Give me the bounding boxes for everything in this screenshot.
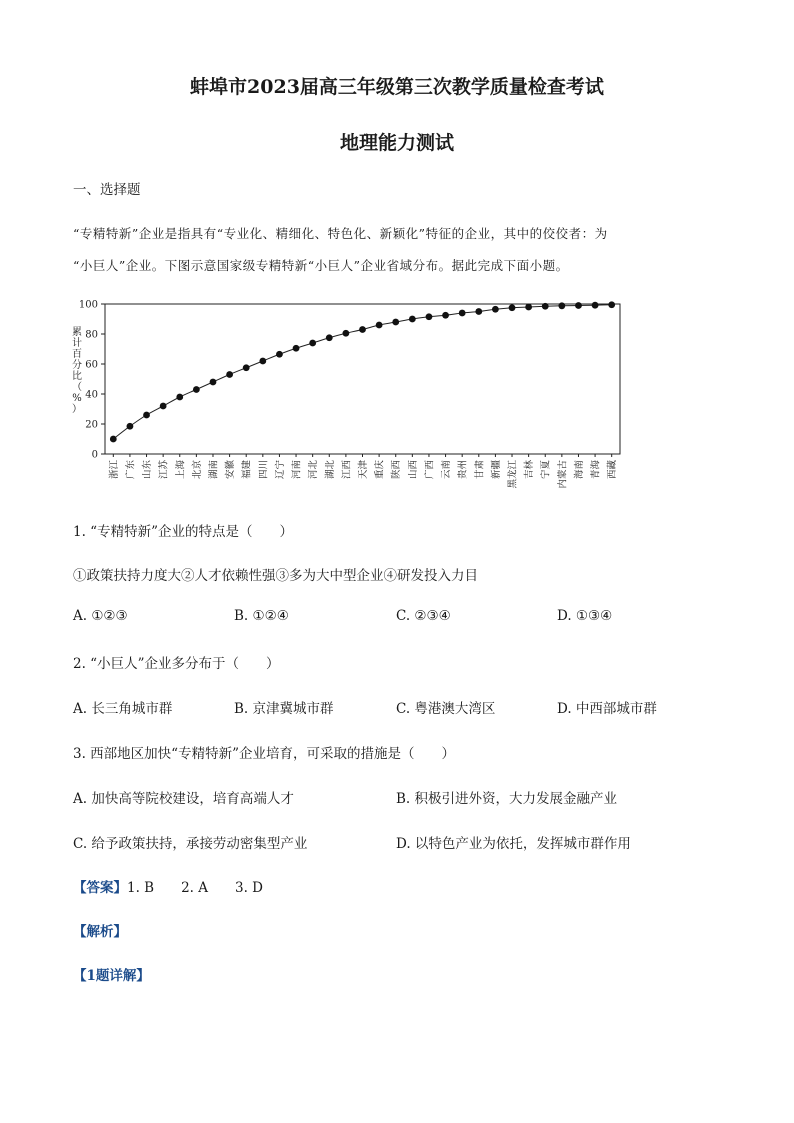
q1-option-b[interactable]: B. ①②④ — [234, 608, 289, 624]
data-point — [342, 330, 349, 337]
x-tick-label: 重庆 — [374, 460, 386, 480]
data-point — [276, 351, 283, 358]
y-axis-label-char: （ — [72, 382, 82, 393]
data-point — [226, 371, 233, 378]
x-tick-label: 甘肃 — [474, 460, 486, 480]
x-tick-label: 上海 — [175, 460, 187, 480]
x-tick-label: 江西 — [341, 460, 353, 480]
q1-option-d[interactable]: D. ①③④ — [557, 608, 613, 624]
y-axis-label-char: ） — [72, 404, 82, 415]
x-tick-label: 宁夏 — [540, 460, 552, 480]
q2-option-a[interactable]: A. 长三角城市群 — [73, 701, 173, 717]
y-tick-label: 100 — [78, 299, 98, 311]
y-tick-label: 20 — [85, 419, 98, 431]
answer-text: 1. B 2. A 3. D — [127, 880, 264, 896]
x-tick-label: 陕西 — [391, 460, 403, 480]
data-point — [558, 302, 565, 309]
x-tick-label: 辽宁 — [274, 460, 286, 480]
question-1-stem: 1. “专精特新”企业的特点是（ ） — [73, 524, 293, 540]
intro-line-2: “小巨人”企业。下图示意国家级专精特新“小巨人”企业省域分布。据此完成下面小题。 — [73, 258, 569, 273]
x-tick-label: 天津 — [358, 460, 369, 480]
y-tick-label: 40 — [85, 389, 98, 401]
data-point — [542, 303, 549, 310]
q3-option-a[interactable]: A. 加快高等院校建设，培育高端人才 — [73, 791, 294, 807]
page-subtitle: 地理能力测试 — [339, 132, 454, 154]
x-tick-label: 新疆 — [490, 460, 502, 480]
question-2-stem: 2. “小巨人”企业多分布于（ ） — [73, 656, 280, 672]
data-point — [326, 334, 333, 341]
x-tick-label: 浙江 — [108, 460, 120, 480]
question-3-stem: 3. 西部地区加快“专精特新”企业培育，可采取的措施是（ ） — [73, 746, 455, 762]
x-tick-label: 山西 — [407, 460, 419, 480]
data-point — [293, 345, 300, 352]
x-tick-label: 江苏 — [158, 460, 170, 480]
data-point — [359, 326, 366, 333]
x-tick-label: 青海 — [590, 460, 602, 480]
y-tick-label: 0 — [91, 449, 98, 461]
x-tick-label: 山东 — [142, 460, 154, 480]
data-point — [426, 313, 433, 320]
data-point — [409, 316, 416, 323]
y-axis-label-char: 计 — [72, 338, 82, 349]
data-point — [376, 322, 383, 329]
detail-label: 【1题详解】 — [73, 968, 150, 984]
x-tick-label: 云南 — [441, 460, 453, 480]
q1-option-c[interactable]: C. ②③④ — [396, 608, 451, 624]
section-heading: 一、选择题 — [73, 182, 141, 198]
x-tick-label: 西藏 — [607, 460, 619, 480]
trend-curve — [113, 305, 611, 439]
data-point — [210, 379, 217, 386]
data-point — [259, 358, 266, 365]
x-tick-label: 贵州 — [457, 460, 469, 480]
x-tick-label: 四川 — [258, 460, 270, 480]
chart-cumulative-distribution — [70, 292, 630, 492]
question-1-statement: ①政策扶持力度大②人才依赖性强③多为大中型企业④研发投入力目 — [73, 568, 478, 584]
data-point — [475, 308, 482, 315]
x-tick-label: 海南 — [573, 460, 585, 480]
answer-row — [73, 876, 263, 896]
y-axis-label-char: % — [72, 393, 82, 404]
data-point — [127, 423, 134, 430]
q2-option-c[interactable]: C. 粤港澳大湾区 — [396, 701, 496, 717]
q2-option-b[interactable]: B. 京津冀城市群 — [234, 701, 334, 717]
y-axis-label-char: 分 — [72, 360, 82, 371]
y-tick-label: 80 — [85, 329, 98, 341]
q3-option-b[interactable]: B. 积极引进外资，大力发展金融产业 — [396, 791, 618, 807]
y-axis-label-char: 累 — [72, 327, 82, 338]
y-axis-label-char: 百 — [72, 349, 82, 360]
x-tick-label: 河北 — [308, 460, 320, 480]
data-point — [176, 394, 183, 401]
data-point — [143, 412, 150, 419]
x-tick-label: 福建 — [241, 460, 253, 480]
detail-row — [73, 964, 150, 984]
q3-option-d[interactable]: D. 以特色产业为依托，发挥城市群作用 — [396, 836, 631, 852]
data-point — [575, 302, 582, 309]
x-tick-label: 广东 — [125, 460, 137, 480]
data-point — [492, 306, 499, 313]
data-point — [592, 302, 599, 309]
y-axis-label-char: 比 — [72, 371, 82, 382]
y-tick-label: 60 — [85, 359, 98, 371]
q2-option-d[interactable]: D. 中西部城市群 — [557, 701, 657, 717]
x-tick-label: 黑龙江 — [507, 460, 519, 489]
x-tick-label: 内蒙古 — [557, 460, 569, 489]
q1-option-a[interactable]: A. ①②③ — [73, 608, 128, 624]
data-point — [525, 304, 532, 311]
analysis-label: 【解析】 — [73, 924, 127, 940]
x-tick-label: 吉林 — [524, 460, 536, 480]
data-point — [309, 340, 316, 347]
data-point — [160, 403, 167, 410]
data-point — [392, 319, 399, 326]
analysis-row — [73, 920, 127, 940]
answer-label: 【答案】 — [73, 880, 127, 896]
x-tick-label: 河南 — [291, 460, 303, 480]
x-tick-label: 湖北 — [324, 460, 336, 480]
x-tick-label: 湖南 — [208, 460, 220, 480]
data-point — [459, 310, 466, 317]
page-title: 蚌埠市2023届高三年级第三次教学质量检查考试 — [190, 76, 604, 98]
data-point — [509, 304, 516, 311]
data-point — [193, 386, 200, 393]
x-tick-label: 北京 — [191, 460, 203, 480]
q3-option-c[interactable]: C. 给予政策扶持，承接劳动密集型产业 — [73, 836, 308, 852]
data-point — [608, 301, 615, 308]
data-point — [243, 364, 250, 371]
intro-line-1: “专精特新”企业是指具有“专业化、精细化、特色化、新颖化”特征的企业，其中的佼佼者：为 — [73, 226, 608, 241]
x-tick-label: 安徽 — [225, 460, 237, 480]
data-point — [442, 312, 449, 319]
data-point — [110, 436, 117, 443]
x-tick-label: 广西 — [424, 460, 436, 480]
